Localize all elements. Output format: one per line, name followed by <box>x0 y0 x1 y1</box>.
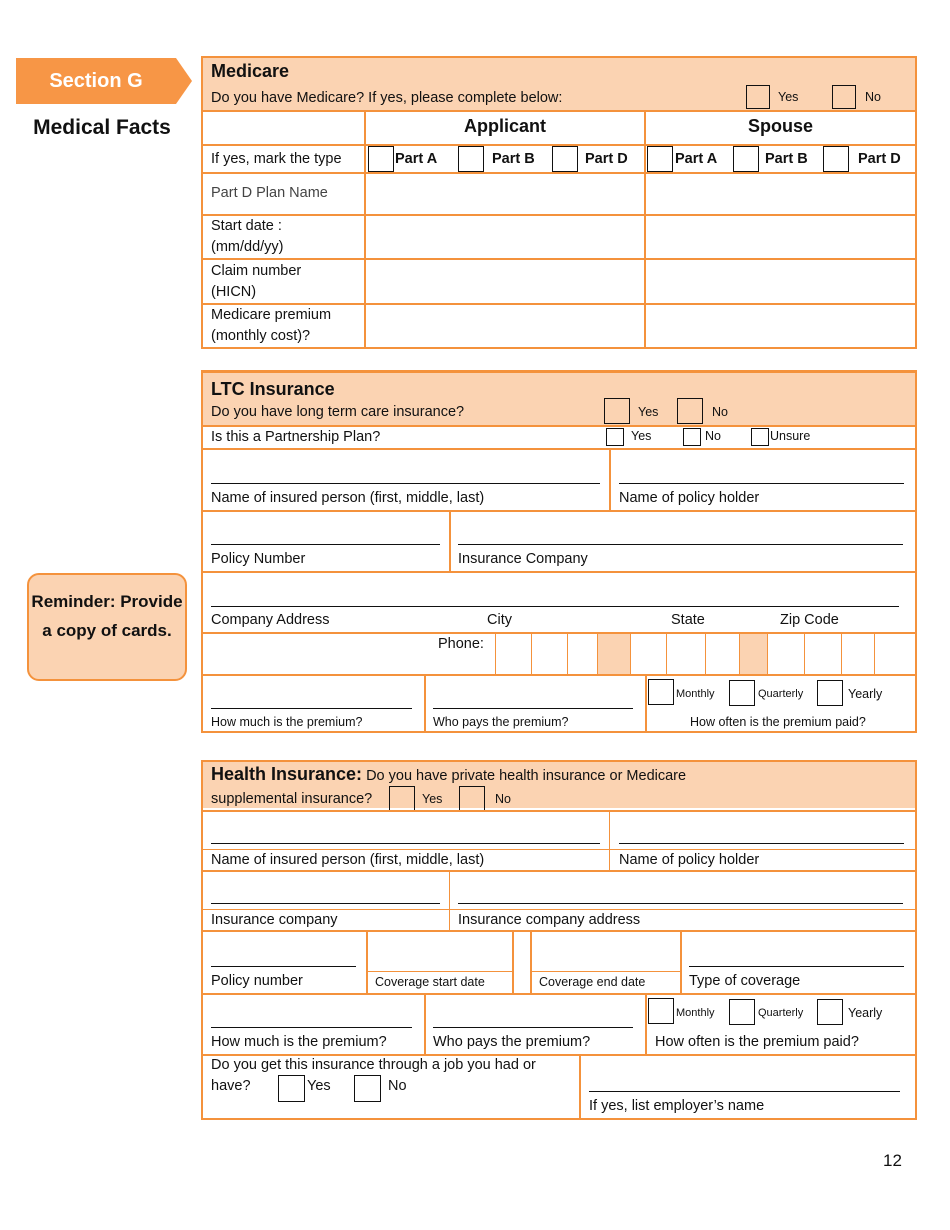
ltc-quarterly-checkbox[interactable] <box>729 680 755 706</box>
health-title: Health Insurance: <box>211 764 363 784</box>
medicare-title: Medicare <box>211 61 290 81</box>
column-applicant: Applicant <box>463 116 546 136</box>
applicant-part-a-checkbox[interactable] <box>368 146 394 172</box>
applicant-part-d-checkbox[interactable] <box>552 146 578 172</box>
spouse-part-b-label: Part B <box>765 151 808 167</box>
health-company-address-label: Insurance company address <box>458 912 641 928</box>
divider <box>364 110 366 349</box>
divider <box>645 993 647 1054</box>
health-yes-checkbox[interactable] <box>389 786 415 812</box>
job-yes-label: Yes <box>307 1078 331 1094</box>
divider <box>201 448 917 450</box>
medicare-yes-label: Yes <box>778 90 799 104</box>
divider <box>201 870 917 872</box>
health-question-1: Do you have private health insurance or Medicare <box>366 768 687 784</box>
applicant-part-d-label: Part D <box>585 151 628 167</box>
section-tab-label: Section G <box>49 70 143 92</box>
company-address-label: Company Address <box>211 612 330 628</box>
ltc-monthly-label: Monthly <box>676 688 715 700</box>
divider <box>201 510 917 512</box>
policy-number-line[interactable] <box>211 544 440 545</box>
spouse-part-a-label: Part A <box>675 151 718 167</box>
coverage-type-line[interactable] <box>689 966 904 967</box>
policy-holder-line[interactable] <box>619 483 904 484</box>
phone-digit-divider <box>874 632 875 674</box>
partnership-yes-label: Yes <box>631 429 652 443</box>
divider <box>449 510 451 571</box>
divider <box>201 930 917 932</box>
reminder-callout: Reminder: Provide a copy of cards. <box>27 573 187 681</box>
job-question-2: have? <box>211 1078 251 1094</box>
job-no-label: No <box>388 1078 407 1094</box>
divider <box>201 632 917 634</box>
ltc-yearly-label: Yearly <box>848 687 883 701</box>
health-premium-payer-label: Who pays the premium? <box>433 1034 591 1050</box>
ltc-title: LTC Insurance <box>211 379 335 399</box>
divider <box>645 674 647 733</box>
divider <box>201 110 917 112</box>
ltc-policy-number-label: Policy Number <box>211 551 306 567</box>
insurance-company-line[interactable] <box>458 544 903 545</box>
health-policy-number-label: Policy number <box>211 973 303 989</box>
health-premium-amount-label: How much is the premium? <box>211 1034 387 1050</box>
premium-label-1: Medicare premium <box>211 307 332 323</box>
spouse-part-d-checkbox[interactable] <box>823 146 849 172</box>
health-yes-label: Yes <box>422 792 443 806</box>
divider <box>201 849 917 850</box>
divider <box>512 930 514 993</box>
phone-digit-divider <box>804 632 805 674</box>
medicare-no-label: No <box>865 90 881 104</box>
ltc-policy-holder-label: Name of policy holder <box>619 490 760 506</box>
ltc-insurance-company-label: Insurance Company <box>458 551 588 567</box>
partnership-no-checkbox[interactable] <box>683 428 701 446</box>
premium-label-2: (monthly cost)? <box>211 328 311 344</box>
medicare-yes-checkbox[interactable] <box>746 85 770 109</box>
ltc-premium-payer-label: Who pays the premium? <box>433 715 569 729</box>
claim-number-label-1: Claim number <box>211 263 302 279</box>
ltc-yearly-checkbox[interactable] <box>817 680 843 706</box>
divider <box>424 993 426 1054</box>
divider <box>201 214 917 216</box>
medicare-type-label: If yes, mark the type <box>211 151 342 167</box>
partnership-question: Is this a Partnership Plan? <box>211 429 381 445</box>
divider <box>201 303 917 305</box>
health-insured-name-label: Name of insured person (first, middle, last) <box>211 852 485 868</box>
phone-digit-divider <box>597 632 598 674</box>
phone-digit-divider <box>495 632 496 674</box>
health-policy-number-line[interactable] <box>211 966 356 967</box>
health-company-address-line[interactable] <box>458 903 903 904</box>
divider <box>201 810 917 812</box>
partnership-unsure-label: Unsure <box>770 429 811 443</box>
health-quarterly-label: Quarterly <box>758 1007 804 1019</box>
divider <box>366 971 512 972</box>
start-date-label-1: Start date : <box>211 218 282 234</box>
ltc-monthly-checkbox[interactable] <box>648 679 674 705</box>
divider <box>680 930 682 993</box>
health-policy-holder-label: Name of policy holder <box>619 852 760 868</box>
phone-separator <box>597 634 630 674</box>
employer-line[interactable] <box>589 1091 900 1092</box>
ltc-insured-name-label: Name of insured person (first, middle, last) <box>211 490 485 506</box>
job-yes-checkbox[interactable] <box>278 1075 305 1102</box>
city-label: City <box>487 612 512 628</box>
company-address-line[interactable] <box>211 606 899 607</box>
divider <box>201 909 917 910</box>
employer-label: If yes, list employer’s name <box>589 1098 765 1114</box>
divider <box>530 930 532 993</box>
ltc-question: Do you have long term care insurance? <box>211 404 465 420</box>
section-tab <box>16 58 192 104</box>
state-label: State <box>671 612 705 628</box>
divider <box>201 425 917 427</box>
start-date-label-2: (mm/dd/yy) <box>211 239 284 255</box>
ltc-premium-freq-label: How often is the premium paid? <box>690 715 866 729</box>
ltc-no-checkbox[interactable] <box>677 398 703 424</box>
divider <box>366 930 368 993</box>
health-no-checkbox[interactable] <box>459 786 485 812</box>
medicare-question: Do you have Medicare? If yes, please complete below: <box>211 90 563 106</box>
spouse-part-d-label: Part D <box>858 151 901 167</box>
divider <box>449 870 450 930</box>
health-policy-holder-line[interactable] <box>619 843 904 844</box>
job-question-1: Do you get this insurance through a job you had or <box>211 1057 536 1073</box>
insured-name-line[interactable] <box>211 483 600 484</box>
coverage-start-label: Coverage start date <box>375 975 485 989</box>
premium-payer-line[interactable] <box>433 708 633 709</box>
health-yearly-label: Yearly <box>848 1006 883 1020</box>
phone-digit-divider <box>666 632 667 674</box>
column-spouse: Spouse <box>747 116 813 136</box>
phone-digit-divider <box>705 632 706 674</box>
applicant-part-b-checkbox[interactable] <box>458 146 484 172</box>
spouse-part-a-checkbox[interactable] <box>647 146 673 172</box>
ltc-yes-label: Yes <box>638 405 659 419</box>
divider <box>579 1054 581 1120</box>
zip-label: Zip Code <box>780 612 839 628</box>
divider <box>609 448 611 510</box>
phone-label: Phone: <box>438 636 484 652</box>
page-number: 12 <box>883 1151 902 1170</box>
phone-separator <box>739 634 767 674</box>
divider <box>201 993 917 995</box>
ltc-no-label: No <box>712 405 728 419</box>
premium-amount-line[interactable] <box>211 708 412 709</box>
divider <box>201 674 917 676</box>
ltc-yes-checkbox[interactable] <box>604 398 630 424</box>
divider <box>644 110 646 349</box>
divider <box>201 571 917 573</box>
phone-digit-divider <box>767 632 768 674</box>
phone-digit-divider <box>567 632 568 674</box>
divider <box>530 971 680 972</box>
plan-name-label: Part D Plan Name <box>211 185 328 201</box>
coverage-type-label: Type of coverage <box>689 973 801 989</box>
divider <box>424 674 426 733</box>
health-company-line[interactable] <box>211 903 440 904</box>
phone-digit-divider <box>841 632 842 674</box>
health-question-2: supplemental insurance? <box>211 791 373 807</box>
health-company-label: Insurance company <box>211 912 338 928</box>
divider <box>609 810 610 870</box>
coverage-end-label: Coverage end date <box>539 975 646 989</box>
health-premium-amount-line[interactable] <box>211 1027 412 1028</box>
ltc-quarterly-label: Quarterly <box>758 688 804 700</box>
section-subtitle: Medical Facts <box>33 116 171 139</box>
divider <box>201 172 917 174</box>
divider <box>201 1054 917 1056</box>
spouse-part-b-checkbox[interactable] <box>733 146 759 172</box>
medicare-no-checkbox[interactable] <box>832 85 856 109</box>
phone-digit-divider <box>739 632 740 674</box>
applicant-part-a-label: Part A <box>395 151 438 167</box>
health-no-label: No <box>495 792 511 806</box>
health-premium-payer-line[interactable] <box>433 1027 633 1028</box>
job-no-checkbox[interactable] <box>354 1075 381 1102</box>
health-insured-name-line[interactable] <box>211 843 600 844</box>
health-premium-freq-label: How often is the premium paid? <box>655 1034 859 1050</box>
health-question-line-1 <box>211 764 686 785</box>
phone-digit-divider <box>531 632 532 674</box>
applicant-part-b-label: Part B <box>492 151 535 167</box>
ltc-premium-amount-label: How much is the premium? <box>211 715 363 729</box>
health-yearly-checkbox[interactable] <box>817 999 843 1025</box>
health-quarterly-checkbox[interactable] <box>729 999 755 1025</box>
divider <box>201 258 917 260</box>
health-monthly-label: Monthly <box>676 1007 715 1019</box>
health-monthly-checkbox[interactable] <box>648 998 674 1024</box>
partnership-yes-checkbox[interactable] <box>606 428 624 446</box>
partnership-no-label: No <box>705 429 721 443</box>
partnership-unsure-checkbox[interactable] <box>751 428 769 446</box>
phone-digit-divider <box>630 632 631 674</box>
claim-number-label-2: (HICN) <box>211 284 257 300</box>
